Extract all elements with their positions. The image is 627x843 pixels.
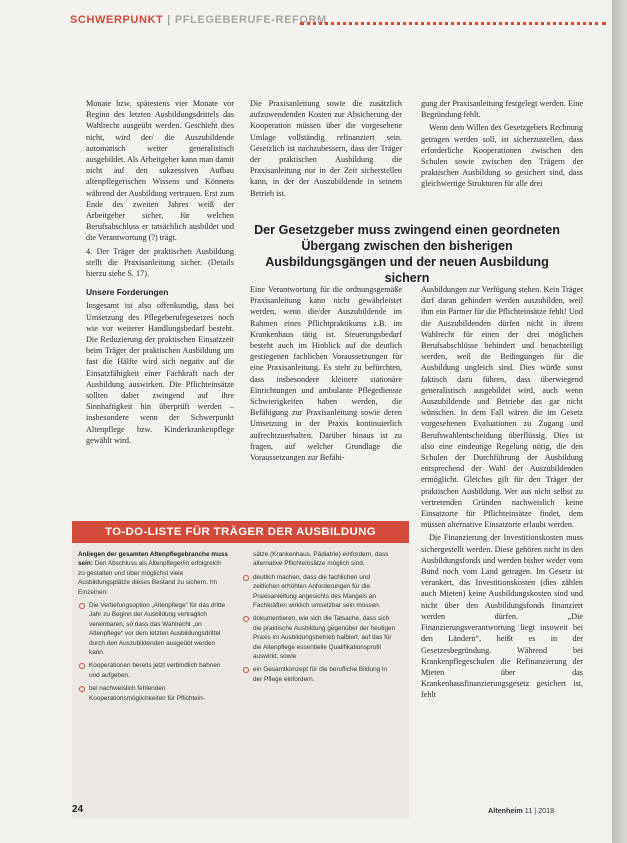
body-column-2-bottom	[250, 284, 402, 465]
todo-item-continued: sätze (Krankenhaus, Pädiatrie) einfordern, dass alternative Pflichteinsätze möglich sind.	[253, 551, 389, 568]
todo-item: deutlich machen, dass die fachlichen und zeitlichen erhöhten Anforderungen für die Praxisanleitung angesichts des Mangels an Fachkräften wirklich umsetzbar sein müssen.	[242, 573, 397, 611]
todo-item: Die Vertiefungsoption „Altenpflege“ für das dritte Jahr zu Beginn der Ausbildung vertraglich vereinbaren, so dass das Wahlrecht „on Altenpflege“ vor dem letzten Ausbildungsdrittel durch den Auszubildenden ausgeübt werden kann.	[78, 601, 228, 657]
header-section: PFLEGEBERUFE-REFORM	[174, 14, 327, 26]
body-column-3-bottom	[421, 284, 583, 703]
todo-intro-text: Den Abschluss als Altenpfleger/in erfolgreich zu gestalten und über möglichst viele Ausbildungsplätze dieses Bestand zu sichern. Im Einzelnen:	[78, 560, 221, 596]
page-number: 24	[72, 804, 84, 815]
subheading: Unsere Forderungen	[86, 287, 169, 298]
todo-intro	[78, 550, 228, 597]
paragraph: Die Praxisanleitung sowie die zusätzlich aufzuwendenden Kosten zur Absicherung der Kooperation müssen über die vorgesehene Umlage vollständig refinanziert sein. Gesetzlich ist nachzubessern, dass der Träger der praktischen Ausbildung die Praxisanleitung nur in der Zeit sicherstellen kann, in der der Auszubildende in seinem Betrieb ist.	[250, 99, 402, 198]
pull-quote: Der Gesetzgeber muss zwingend einen geordneten Übergang zwischen den bisherigen Ausbildungsgängen und der neuen Ausbildung sichern	[254, 223, 560, 285]
header-dotted-rule	[300, 22, 606, 25]
paragraph: Die Finanzierung der Investitionskosten muss sichergestellt werden. Diese gehören nicht in den Ausbildungsfonds und werden bisher weder vom Bund noch vom Land getragen. Im Gesetz ist verankert, das Investitionskosten (dies zählen auch Mieten) keine Ausbildungskosten sind und nicht über den Ausbildungsfonds finanziert werden dürfen. „Die Finanzierungsverantwortung liegt insoweit bei den Ländern“, heißt es in der Gesetzesbegründung. Während bei Krankenpflegeschulen die Refinanzierung der Mieten über das Krankenhausfinanzierungsgesetz gesichert ist, fehlt	[421, 533, 583, 700]
todo-column-right	[242, 550, 397, 684]
footer-magazine: Altenheim	[488, 806, 523, 815]
todo-item: dokumentieren, wie sich die Tatsache, dass sich die praktische Ausbildung gegenüber der heutigen Praxis im Ausbildungsbetrieb halbiert, auf das für die Altenpflege essentielle Qualifikationsprofil auswirkt, sowie	[242, 614, 397, 661]
todo-intro-bold: Anliegen der gesamten Altenpflegebranche muss sein:	[78, 551, 228, 568]
todo-item: bei nachweislich fehlenden Kooperationsmöglichkeiten für Pflichtein-	[78, 684, 228, 703]
paragraph: Eine Verantwortung für die ordnungsgemäße Praxisanleitung kann nicht gewährleistet werden, wenn die/der Auszubildende im Rahmen eines Pflichtpraktikums z.B. im Krankenhaus tätig ist. Steuerungsbedarf besteht auch im Hinblick auf die deutlich gestiegenen fachlichen Voraussetzungen für eine Praxisanleitung. Es steht zu befürchten, dass insbesondere kleinere stationäre Einrichtungen und ambulante Pflegedienste Schwierigkeiten haben werden, die Befähigung zur Praxisanleitung sowie deren Umsetzung in der Praxis kontinuierlich aufrechtzuerhalten. Darüber hinaus ist zu fragen, auf welcher Grundlage die Voraussetzungen zur Befähi-	[250, 285, 402, 463]
header-separator: |	[167, 14, 171, 26]
body-column-2-top	[250, 98, 402, 201]
footer-issue-number: 11 | 2018	[524, 806, 555, 815]
body-column-3-top	[421, 98, 583, 192]
todo-box-title: TO-DO-LISTE FÜR TRÄGER DER AUSBILDUNG	[72, 521, 409, 543]
body-column-1	[86, 98, 234, 448]
todo-column-left	[78, 550, 228, 703]
todo-item: Kooperationen bereits jetzt verbindlich bahnen und aufgeben.	[78, 661, 228, 680]
paragraph: 4. Der Träger der praktischen Ausbildung stellt die Praxisanleitung sicher. (Details hierzu siehe S. 17).	[86, 246, 234, 279]
paragraph: Monate bzw. spätestens vier Monate vor Beginn des letzten Ausbildungsdrittels das Wahlrecht ausgeübt werden. Geschieht dies nicht, wird der/ die Auszubildende automatisch weiter generalistisch ausgebildet. Als Arbeitgeber kann man damit nicht auf den sukzessiven Aufbau altenpflegerischen Wissens und Könnens während der Ausbildung vertrauen. Erst zum Ende des zweiten Jahres weiß der Arbeitgeber sicher, für welchen Berufsabschluss er tatsächlich ausbildet und die Verantwortung (?) trägt.	[86, 99, 234, 243]
page-header	[70, 14, 327, 26]
footer-issue	[488, 806, 554, 815]
paragraph: Ausbildungen zur Verfügung stehen. Kein Träger darf daran gehindert werden auszubilden, weil ihm ein Partner für die Pflichteinsätze fehlt! Und die Auszubildenden dürfen nicht in ihrem Wahlrecht für einen der drei möglichen Berufsabschlüsse behindert und benachteiligt werden, weil die Bedingungen für die Ausbildung ungleich sind. Dies würde sonst faktisch dazu führen, dass überwiegend generalistisch ausgebildet wird, auch wenn Auszubildende und Betriebe das gar nicht wünschen. In dem Fall wären die im Gesetz vorgesehenen Evaluationen zu Zugang und Berufswahlentscheidung überflüssig. Dies ist also eine eindeutige Regelung nötig, die den Schulen der Durchführung der Ausbildung entsprechend der Wahl der Auszubildenden ermöglicht. Gleiches gilt für den Träger der praktischen Ausbildung. Wer aus nicht selbst zu vertretenden Gründen nachweislich keine Einsatzorte für Pflichteinsätze findet, dem müssen alternative Einsatzorte erlaubt werden.	[421, 285, 583, 530]
paragraph: Insgesamt ist also offenkundig, dass bei Umsetzung des Pflegeberufegesetzes noch wie vor weiterer Handlungsbedarf besteht. Die Reduzierung der praktischen Einsatzzeit beim Träger der praktischen Ausbildung um fast die Hälfte wird sich negativ auf die Einsatzfähigkeit einer Fachkraft nach der Ausbildung auswirken. Die Pflichteinsätze sollten daher zwingend auf ihre Sinnhaftigkeit hin überprüft werden – insbesondere wenn der Schwerpunkt Altenpflege bzw. Kinderkrankenpflege gewählt wird.	[86, 301, 234, 445]
page-edge	[612, 0, 627, 843]
paragraph: gung der Praxisanleitung festgelegt werden. Eine Begründung fehlt.	[421, 99, 583, 120]
todo-item: ein Gesamtkonzept für die berufliche Bildung in der Pflege einfordern.	[242, 665, 397, 684]
header-kicker: SCHWERPUNKT	[70, 14, 164, 26]
paragraph: Wenn dem Willen des Gesetzgebers Rechnung getragen werden soll, ist sicherzustellen, dass erforderliche Kooperationen zwischen den Schulen sowie zwischen den Trägern der praktischen Ausbildung so gesichert sind, dass gleichwertige Strukturen für alle drei	[421, 123, 583, 189]
